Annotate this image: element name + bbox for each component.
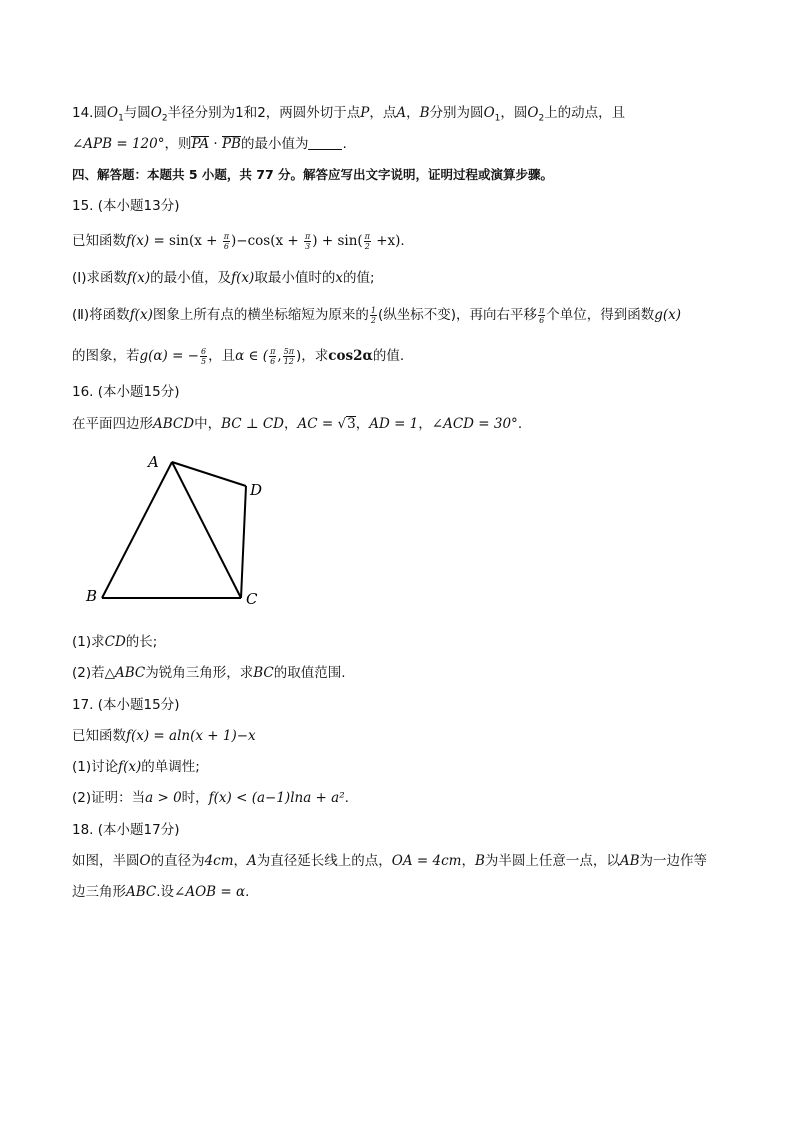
q14-text: ，圆 xyxy=(500,105,528,121)
math-o1: O xyxy=(106,105,119,121)
vector-pb: PB xyxy=(221,136,241,152)
quadrilateral-figure xyxy=(80,448,280,613)
math-ineq: f(x) < (a−1)lna + a² xyxy=(208,790,345,806)
num: π xyxy=(223,231,230,241)
label-b: B xyxy=(86,587,98,605)
q16-header: 16. (本小题15分) xyxy=(72,384,180,400)
num: 5π xyxy=(283,346,294,356)
fraction-half xyxy=(370,306,377,325)
q16-text: 在平面四边形 xyxy=(72,416,153,432)
q16-text: 的长; xyxy=(125,634,158,650)
q14-line2 xyxy=(72,134,347,154)
den: 2 xyxy=(370,315,376,325)
sub: 2 xyxy=(161,113,168,124)
q18-text: .设 xyxy=(156,884,175,900)
q15-text: 图象上所有点的横坐标缩短为原来的 xyxy=(152,307,369,323)
math: = sin(x + xyxy=(149,233,222,249)
math-gx: g(x) xyxy=(654,307,682,323)
math-fx: f(x) xyxy=(127,270,151,286)
q16-text: ， xyxy=(355,416,370,432)
label-a: A xyxy=(148,453,159,471)
q14-text: 半径分别为1和2，两圆外切于点 xyxy=(167,105,361,121)
fraction xyxy=(223,232,230,251)
math-a: A xyxy=(396,105,407,121)
q16-part1 xyxy=(72,632,157,652)
fraction-shift xyxy=(538,306,545,325)
sub: 1 xyxy=(118,113,124,124)
math-angle: ∠APB = 120° xyxy=(72,136,165,152)
q17-text: 已知函数 xyxy=(72,728,126,744)
math-o2: O xyxy=(150,105,162,121)
q15-text: (Ⅱ)将函数 xyxy=(72,307,130,323)
q16-text: (2)若 xyxy=(72,665,105,681)
math-b: B xyxy=(419,105,430,121)
q18-text: ， xyxy=(233,853,248,869)
math-alpha: α ∈ ( xyxy=(235,348,269,364)
q18-text: 为半圆上任意一点，以 xyxy=(484,853,620,869)
math-ab: AB xyxy=(619,853,640,869)
vector-pa: PA xyxy=(191,136,210,152)
q16-text: ， xyxy=(284,416,298,432)
q18-text: 为一边作等 xyxy=(639,853,708,869)
math-x: x xyxy=(335,270,343,286)
num: π xyxy=(270,346,276,356)
q16-text: (1)求 xyxy=(72,634,105,650)
sub: 2 xyxy=(538,113,545,124)
q18-line2 xyxy=(72,882,249,902)
q18-text: 如图，半圆 xyxy=(72,853,140,869)
answer-blank xyxy=(308,135,342,150)
q15-function xyxy=(72,231,405,251)
q14-number: 14. xyxy=(72,105,94,121)
q14-text: ，则 xyxy=(164,136,192,152)
q18-text: ， xyxy=(461,853,475,869)
q16-text: 中， xyxy=(194,416,222,432)
section-four-heading: 四、解答题：本题共 5 小题，共 77 分。解答应写出文字说明，证明过程或演算步骤。 xyxy=(72,167,554,182)
math-ga: g(α) = − xyxy=(139,348,199,364)
math-cond: a > 0 xyxy=(145,790,182,806)
q15-text: 的值; xyxy=(342,270,375,286)
math-ad: AD = 1 xyxy=(369,416,419,432)
q18-text: 的直径为 xyxy=(150,853,205,869)
num: 6 xyxy=(201,346,207,356)
edge-ab xyxy=(102,462,172,598)
q15-text: 已知函数 xyxy=(72,233,126,249)
math-b: B xyxy=(474,853,485,869)
dot: · xyxy=(209,136,222,152)
q17-header: 17. (本小题15分) xyxy=(72,697,180,713)
q17-text: . xyxy=(344,790,349,806)
math-bc: BC xyxy=(253,665,274,681)
math-acd: ∠ACD = 30° xyxy=(431,416,518,432)
q17-text: 时， xyxy=(181,790,209,806)
q15-text: . xyxy=(400,233,405,249)
math-oa: OA = 4cm xyxy=(391,853,462,869)
math-a: A xyxy=(247,853,257,869)
sub: 1 xyxy=(494,113,501,124)
math-fx: f(x) xyxy=(118,759,142,775)
den: 6 xyxy=(270,356,276,366)
fraction xyxy=(200,347,207,366)
den: 5 xyxy=(201,356,207,366)
label-d: D xyxy=(250,481,263,499)
q15-text: (纵坐标不变)，再向右平移 xyxy=(377,307,537,323)
q17-function xyxy=(72,726,256,746)
math: +x) xyxy=(371,233,401,249)
q14-text: 的最小值为 xyxy=(240,136,309,152)
q14-text: . xyxy=(342,136,347,152)
q14-line1 xyxy=(72,103,625,129)
fraction xyxy=(364,232,371,251)
den: 3 xyxy=(305,241,311,251)
math-fx: f(x) xyxy=(129,307,153,323)
q14-text: 与圆 xyxy=(123,105,151,121)
math-fx: f(x) xyxy=(126,233,150,249)
q14-text: ， xyxy=(406,105,420,121)
q14-text: 圆 xyxy=(93,105,107,121)
q15-text: 的最小值，及 xyxy=(150,270,232,286)
den: 2 xyxy=(364,241,370,251)
den: 6 xyxy=(539,315,545,325)
den: 6 xyxy=(223,241,229,251)
q14-text: 上的动点，且 xyxy=(544,105,626,121)
den: 12 xyxy=(283,356,294,366)
q16-statement: 在平面四边形ABCD中，BC ⊥ CD，AC = √3，AD = 1，∠ACD = 30°. xyxy=(72,416,523,432)
math-triangle: △ABC xyxy=(104,665,146,681)
math-cd: CD xyxy=(104,634,126,650)
math-abcd: ABCD xyxy=(153,416,195,432)
q17-text: (2)证明：当 xyxy=(72,790,146,806)
q18-text: 为直径延长线上的点， xyxy=(256,853,392,869)
edge-dc xyxy=(241,486,246,598)
q15-text: 的值. xyxy=(372,348,405,364)
fraction xyxy=(283,347,295,366)
q17-part2 xyxy=(72,788,349,808)
q15-part2-cont: 的图象，若g(α) = − $\frac{6}{5}$ ，且α ∈ ( $\frac{\pi}{6}$ , $\frac{5\pi}{12}$ )，求cos2α的值. xyxy=(72,346,405,366)
q16-text: 的取值范围. xyxy=(273,665,346,681)
math-abc: ABC xyxy=(126,884,157,900)
q18-header: 18. (本小题17分) xyxy=(72,822,180,838)
q16-text: 为锐角三角形，求 xyxy=(145,665,254,681)
q15-part2 xyxy=(72,305,681,325)
q17-text: (1)讨论 xyxy=(72,759,119,775)
fraction xyxy=(304,232,311,251)
q15-part1 xyxy=(72,268,375,288)
q17-text: 的单调性; xyxy=(141,759,200,775)
math-perp: BC ⊥ CD xyxy=(221,416,285,432)
num: 1 xyxy=(370,305,376,315)
math-p: P xyxy=(360,105,370,121)
q15-text: (Ⅰ)求函数 xyxy=(72,270,128,286)
label-c: C xyxy=(246,590,258,608)
edge-ac xyxy=(172,462,241,598)
math-o: O xyxy=(139,853,151,869)
q18-line1 xyxy=(72,851,707,871)
math-o1: O xyxy=(483,105,495,121)
math-ac: AC = xyxy=(297,416,338,432)
sqrt-radicand: 3 xyxy=(347,416,356,432)
math: )−cos(x + xyxy=(231,233,304,249)
q18-text: . xyxy=(245,884,250,900)
math-4cm: 4cm xyxy=(204,853,234,869)
q16-text: . xyxy=(517,416,523,432)
q17-part1 xyxy=(72,757,200,777)
q15-text: ，且 xyxy=(208,348,236,364)
num: π xyxy=(364,231,370,241)
math-cos2a: cos2α xyxy=(328,348,373,364)
q14-text: ，点 xyxy=(369,105,397,121)
q15-text: 取最小值时的 xyxy=(254,270,336,286)
q15-text: 的图象，若 xyxy=(72,348,140,364)
math-func: f(x) = aln(x + 1)−x xyxy=(126,728,256,744)
q15-text: )，求 xyxy=(295,348,329,364)
math-fx: f(x) xyxy=(231,270,255,286)
q16-part2 xyxy=(72,663,346,683)
math-aob: ∠AOB = α xyxy=(174,884,246,900)
fraction xyxy=(269,347,276,366)
math-o2: O xyxy=(527,105,539,121)
q18-text: 边三角形 xyxy=(72,884,126,900)
q16-text: ， xyxy=(418,416,432,432)
num: π xyxy=(538,305,545,315)
q15-header: 15. (本小题13分) xyxy=(72,198,180,214)
q15-text: 个单位，得到函数 xyxy=(546,307,655,323)
num: π xyxy=(305,231,311,241)
math: ) + sin( xyxy=(312,233,363,249)
q14-text: 分别为圆 xyxy=(429,105,484,121)
